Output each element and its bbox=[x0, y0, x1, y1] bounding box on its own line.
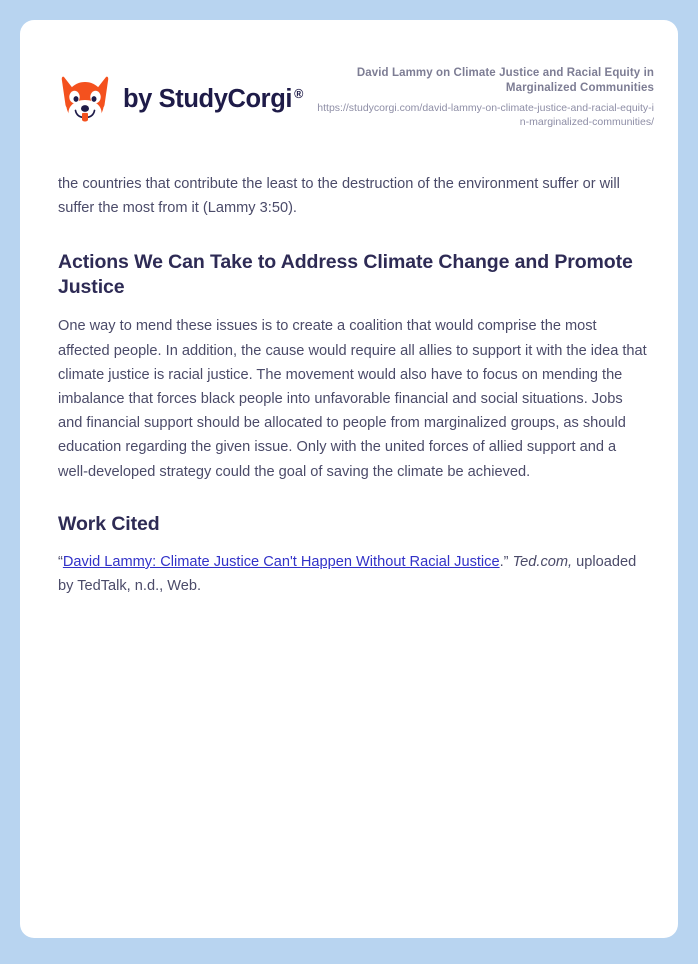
document-source-url[interactable]: https://studycorgi.com/david-lammy-on-climate-justice-and-racial-equity-in-marginalized-communities/ bbox=[317, 102, 654, 129]
citation-open-quote: “ bbox=[58, 553, 63, 570]
brand-wordmark bbox=[123, 87, 303, 113]
corgi-logo-icon bbox=[58, 73, 112, 127]
brand-wordmark-text: by StudyCorgi bbox=[123, 85, 293, 114]
document-header bbox=[20, 20, 678, 152]
works-cited-heading: Work Cited bbox=[58, 512, 160, 535]
citation-after-link: .” bbox=[499, 553, 513, 570]
section-paragraph: One way to mend these issues is to create a coalition that would comprise the most affected people. In addition, the cause would require all allies to support it with the idea that climate justice is racial justice. The movement would also have to focus on mending the imbalance that forces black people into unfavorable financial and social situations. Jobs and financial support should be allocated to people from marginalized groups, as should education regarding the given issue. Only with the united forces of allied support and a well-developed strategy could the goal of saving the climate be achieved. bbox=[58, 318, 647, 480]
section-heading: Actions We Can Take to Address Climate Change and Promote Justice bbox=[58, 251, 633, 299]
studycorgi-branding bbox=[58, 73, 303, 127]
citation-tail: uploaded by TedTalk, n.d., Web. bbox=[58, 553, 637, 595]
header-meta bbox=[314, 66, 654, 130]
citation-link[interactable]: David Lammy: Climate Justice Can't Happen Without Racial Justice bbox=[62, 553, 500, 570]
intro-paragraph: the countries that contribute the least to the destruction of the environment suffer or will suffer the most from it (Lammy 3:50). bbox=[58, 176, 620, 217]
citation-source: Ted.com, bbox=[512, 553, 573, 570]
citation-entry bbox=[58, 550, 650, 598]
registered-trademark-icon: ® bbox=[294, 86, 303, 101]
document-page-card bbox=[20, 20, 678, 938]
document-body bbox=[58, 172, 650, 598]
document-title: David Lammy on Climate Justice and Racial Equity in Marginalized Communities bbox=[356, 67, 654, 94]
